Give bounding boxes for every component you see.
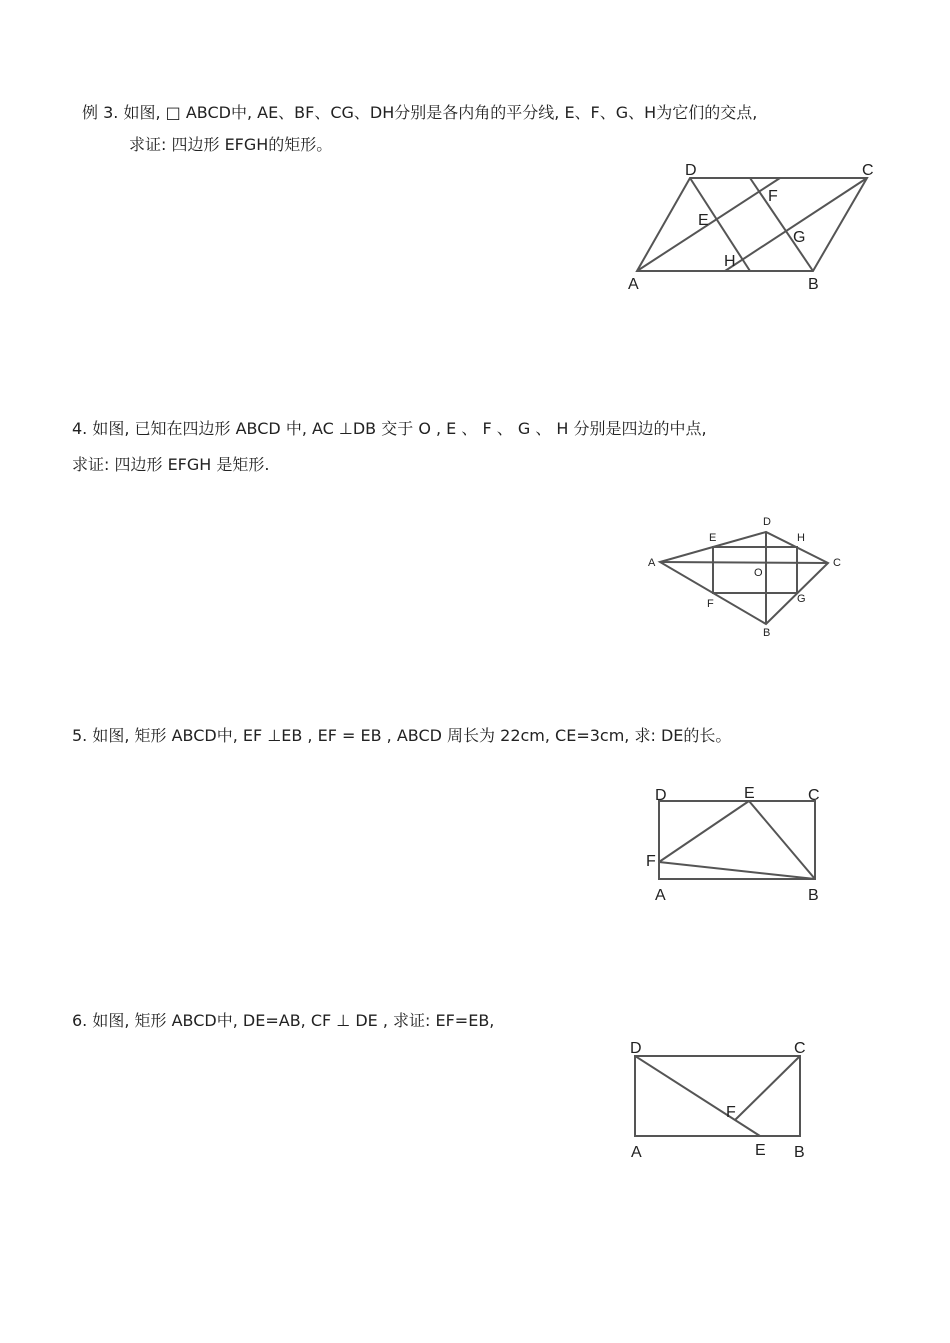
problem-4-line2: 求证: 四边形 EFGH 是矩形.: [72, 455, 270, 474]
label-e: E: [744, 785, 755, 802]
bisector-bf: [750, 178, 813, 271]
bisector-cg: [725, 178, 867, 271]
segment-eb: [749, 801, 815, 879]
label-e: E: [709, 532, 717, 544]
label-b: B: [794, 1144, 805, 1161]
label-c: C: [862, 162, 874, 179]
segment-cf: [735, 1056, 800, 1120]
label-a: A: [655, 887, 666, 904]
segment-fb: [659, 862, 815, 879]
label-c: C: [833, 557, 841, 569]
problem-3-line1: 例 3. 如图, □ ABCD中, AE、BF、CG、DH分别是各内角的平分线, E、F、G、H为它们的交点,: [82, 103, 758, 122]
label-f: F: [726, 1104, 736, 1121]
problem-3-line2: 求证: 四边形 EFGH的矩形。: [129, 135, 333, 154]
label-f: F: [646, 853, 656, 870]
label-f: F: [768, 188, 778, 205]
label-d: D: [685, 162, 697, 179]
label-b: B: [808, 276, 819, 293]
label-a: A: [628, 276, 639, 293]
label-f: F: [707, 598, 714, 610]
segment-de: [635, 1056, 760, 1136]
label-a: A: [631, 1144, 642, 1161]
problem-4-line1: 4. 如图, 已知在四边形 ABCD 中, AC ⊥DB 交于 O , E 、 F 、 G 、 H 分别是四边的中点,: [72, 419, 707, 438]
segment-ef: [659, 801, 749, 862]
label-e: E: [755, 1142, 766, 1159]
label-a: A: [648, 557, 656, 569]
parallelogram-abcd: [637, 178, 867, 271]
label-d: D: [763, 516, 771, 528]
rectangle-abcd: [659, 801, 815, 879]
label-h: H: [797, 532, 805, 544]
label-c: C: [808, 787, 820, 804]
label-d: D: [655, 787, 667, 804]
diagonal-ac: [660, 562, 828, 563]
quadrilateral-abcd: [660, 532, 828, 624]
figure-quadrilateral-midpoints: [640, 512, 850, 642]
label-d: D: [630, 1040, 642, 1057]
label-e: E: [698, 212, 709, 229]
problem-6-line1: 6. 如图, 矩形 ABCD中, DE=AB, CF ⊥ DE , 求证: EF=EB,: [72, 1011, 495, 1030]
label-g: G: [793, 229, 806, 246]
rectangle-abcd: [635, 1056, 800, 1136]
figure-rectangle-cf-de: [620, 1037, 820, 1167]
label-b: B: [763, 627, 771, 639]
figure-rectangle-ef-eb: [640, 782, 840, 907]
label-c: C: [794, 1040, 806, 1057]
label-b: B: [808, 887, 819, 904]
problem-5-line1: 5. 如图, 矩形 ABCD中, EF ⊥EB , EF = EB , ABCD 周长为 22cm, CE=3cm, 求: DE的长。: [72, 726, 732, 745]
label-h: H: [724, 253, 736, 270]
label-o: O: [754, 567, 763, 579]
label-g: G: [797, 593, 806, 605]
figure-parallelogram-bisectors: [620, 155, 890, 300]
